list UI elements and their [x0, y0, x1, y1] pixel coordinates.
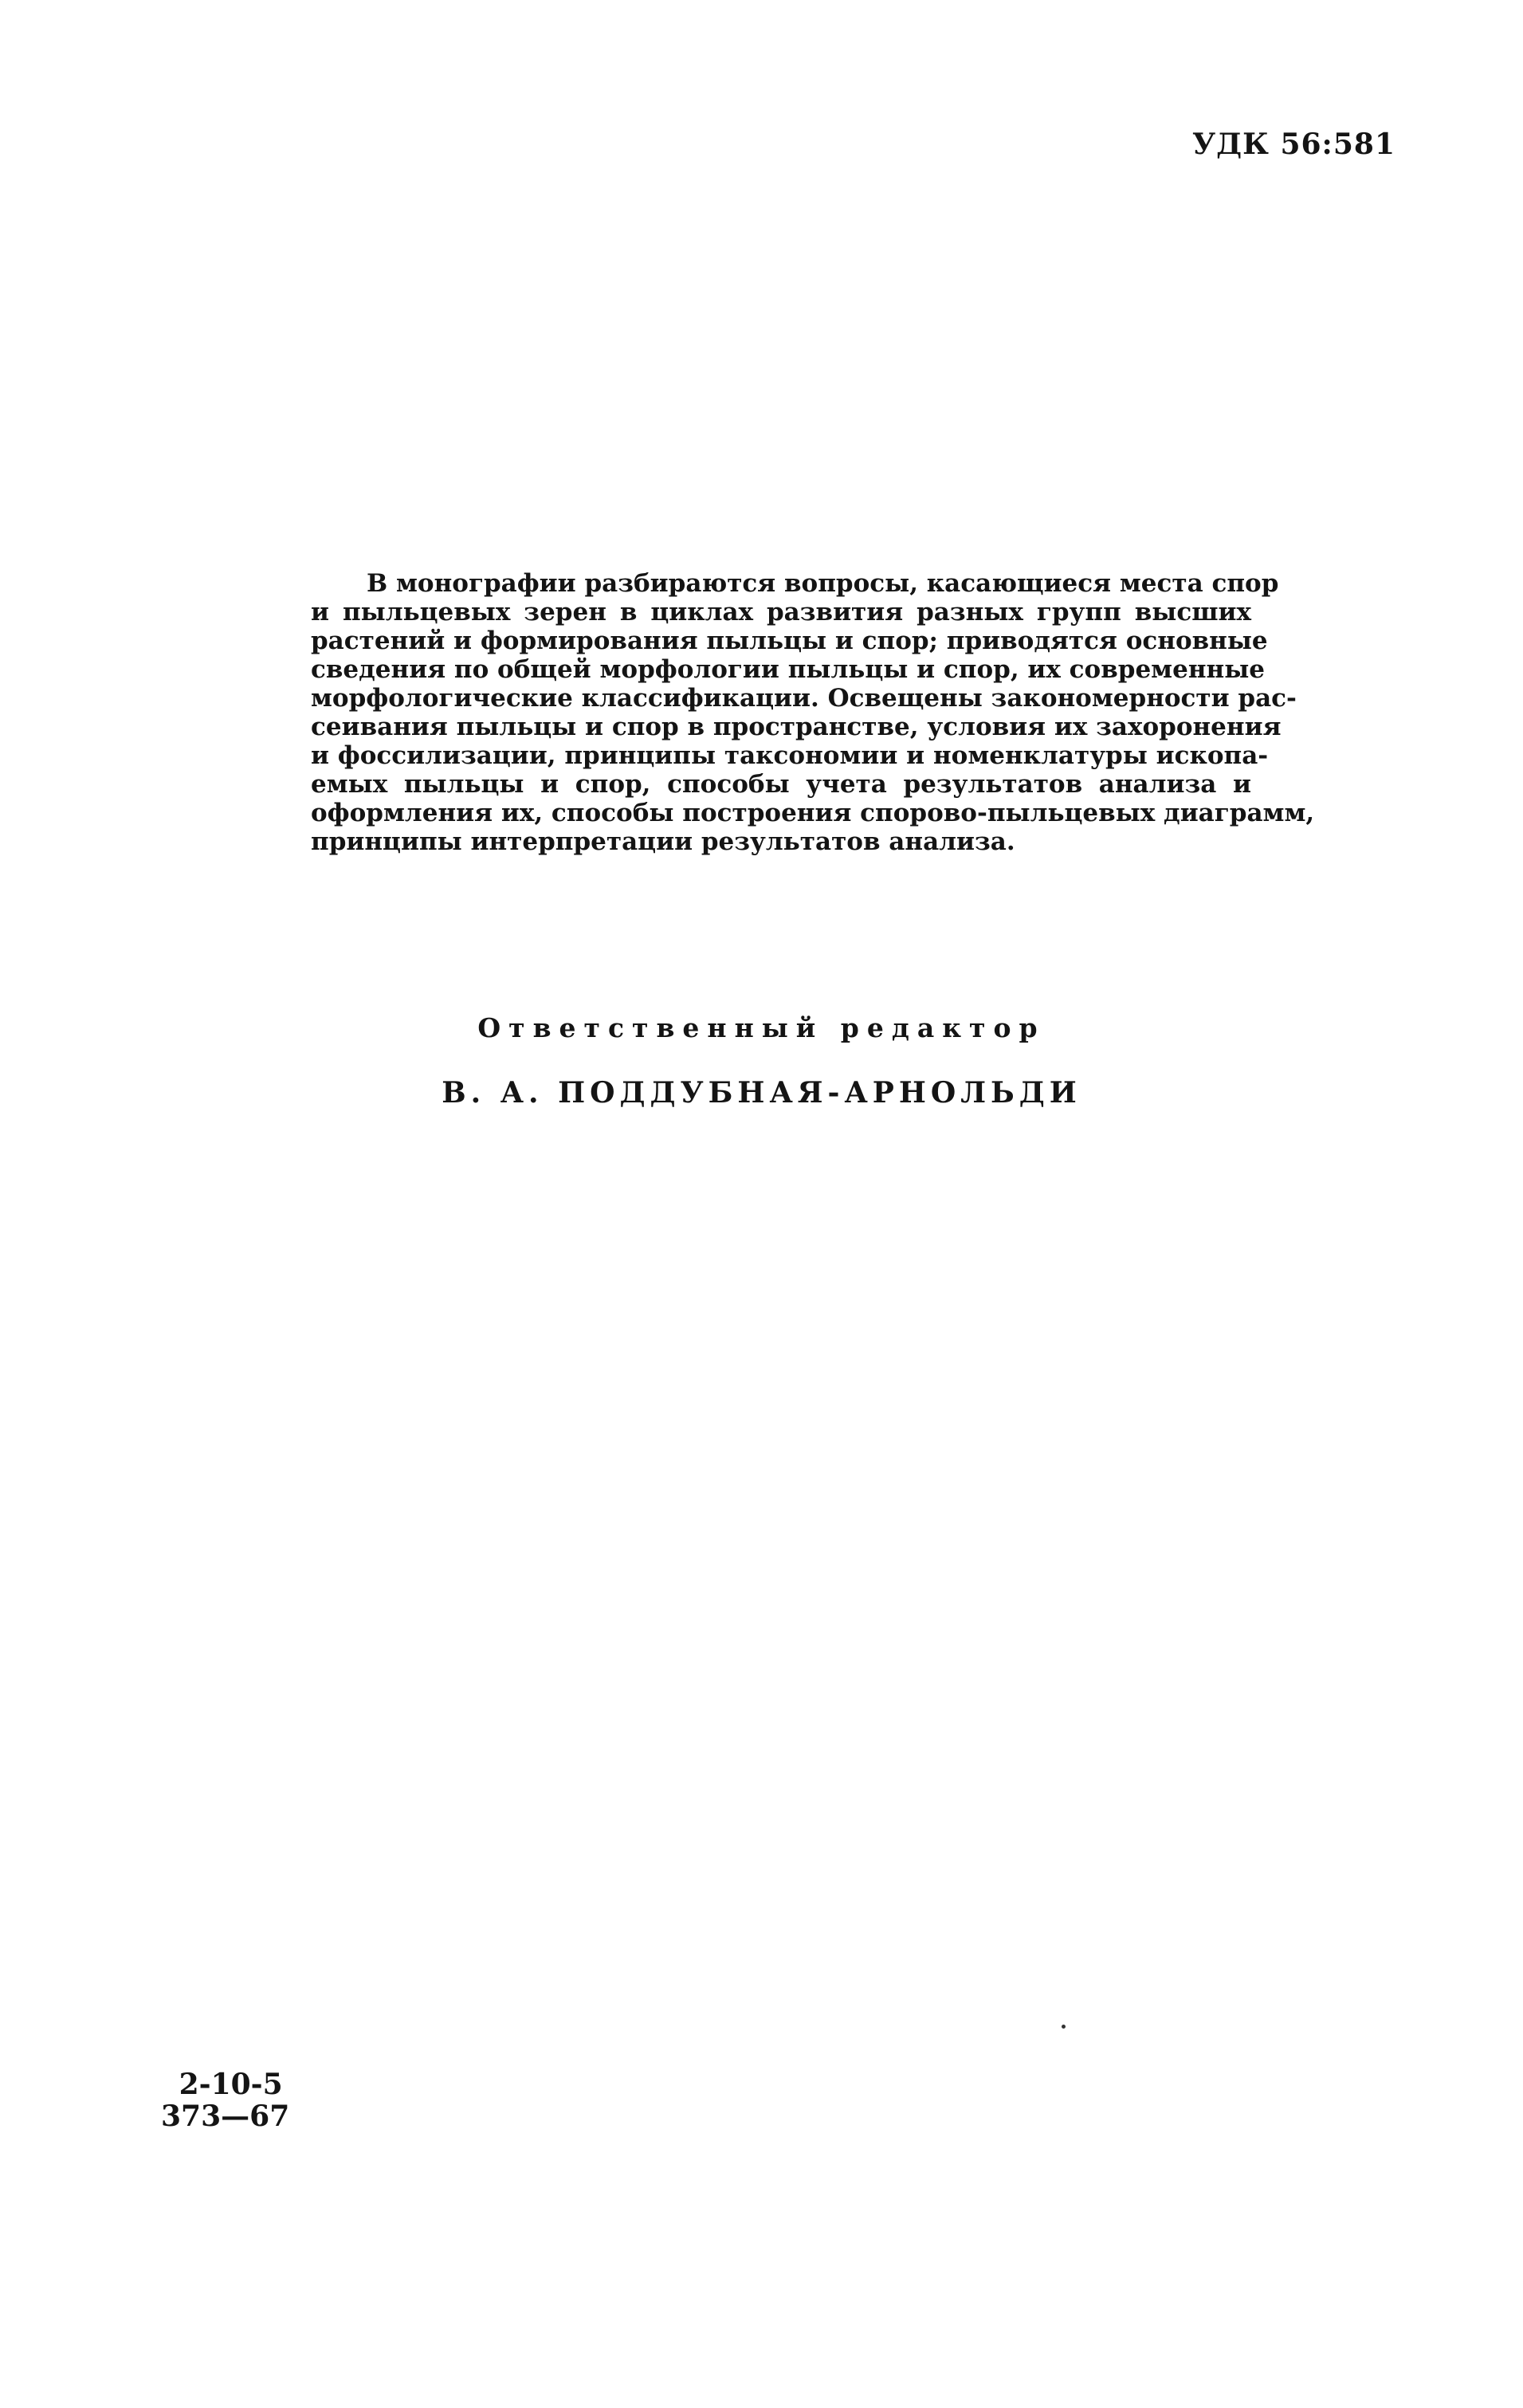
print-speck	[1062, 2025, 1066, 2029]
index-code	[161, 2068, 289, 2132]
abstract-line: сведения по общей морфологии пыльцы и спор, их современные	[311, 655, 1265, 684]
index-code-line: 373—67	[161, 2100, 290, 2133]
abstract-line: емых пыльцы и спор, способы учета результатов анализа и	[311, 770, 1251, 799]
editor-name: В. А. ПОДДУБНАЯ-АРНОЛЬДИ	[442, 1076, 1081, 1110]
abstract-line: оформления их, способы построения спорово-пыльцевых диаграмм,	[311, 799, 1315, 827]
editor-role: Ответственный редактор	[477, 1012, 1046, 1043]
abstract-line: В монографии разбираются вопросы, касающиеся места спор	[367, 569, 1279, 598]
udc-code: УДК 56:581	[1191, 128, 1395, 161]
abstract-line: и пыльцевых зерен в циклах развития разных групп высших	[311, 598, 1251, 627]
abstract-line: принципы интерпретации результатов анализа.	[311, 827, 1015, 856]
index-code-line: 2-10-5	[179, 2068, 283, 2101]
abstract-line: растений и формирования пыльцы и спор; приводятся основные	[311, 627, 1268, 655]
abstract-line: и фоссилизации, принципы таксономии и номенклатуры ископа-	[311, 741, 1269, 770]
abstract-paragraph	[311, 569, 1315, 856]
abstract-line: морфологические классификации. Освещены закономерности рас-	[311, 684, 1297, 713]
abstract-line: сеивания пыльцы и спор в пространстве, условия их захоронения	[311, 713, 1282, 741]
